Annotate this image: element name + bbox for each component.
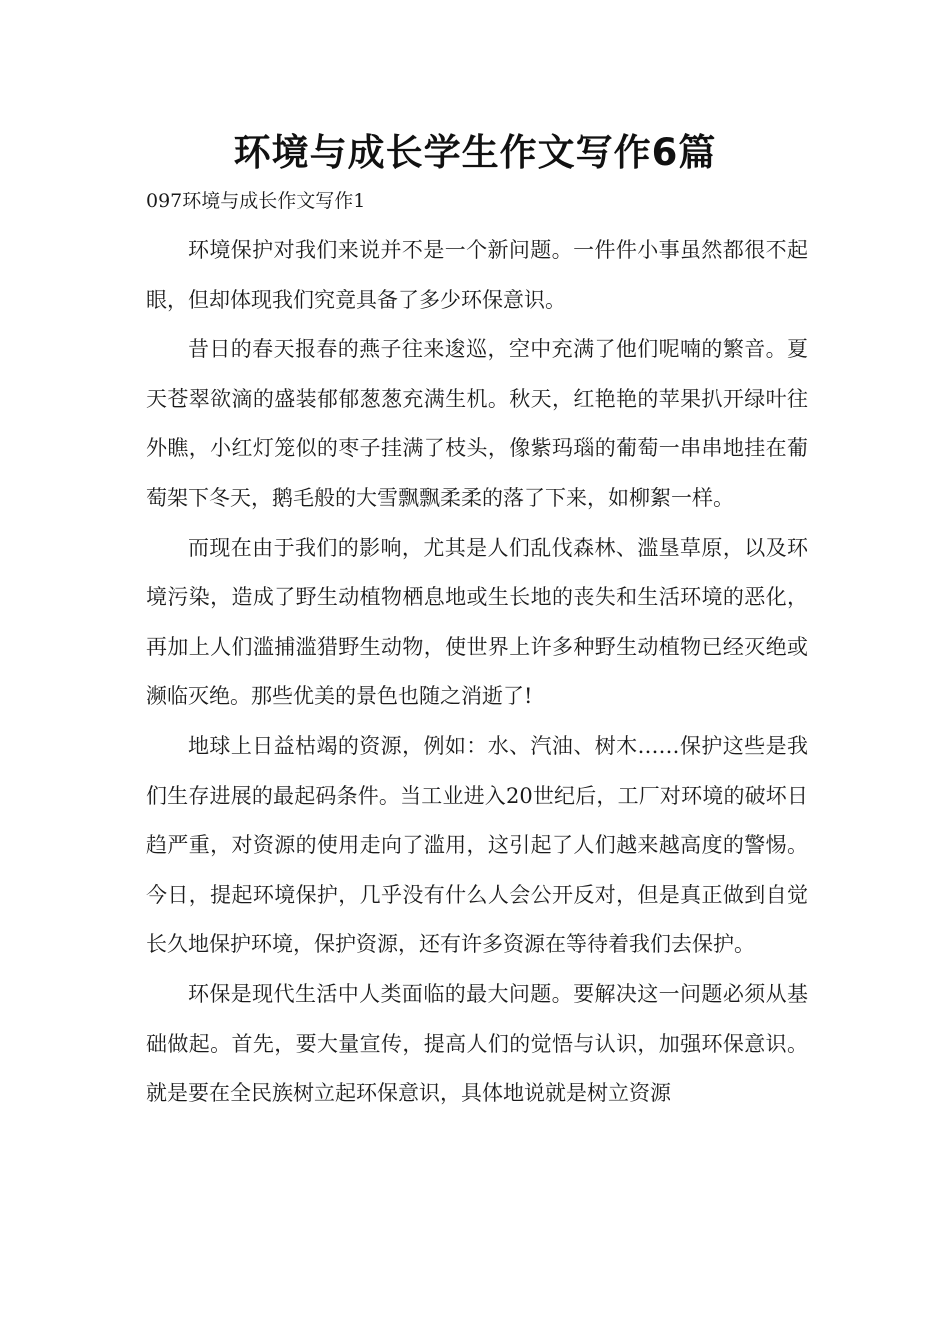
essay-subtitle: 097环境与成长作文写作1 [146, 190, 366, 212]
document-title: 环境与成长学生作文写作6篇 [233, 131, 717, 174]
paragraph-3: 而现在由于我们的影响，尤其是人们乱伐森林、滥垦草原，以及环境污染，造成了野生动植物栖息地或生长地的丧失和生活环境的恶化，再加上人们滥捕滥猎野生动物，使世界上许多种野生动植物已经灭绝或濒临灭绝。那些优美的景色也随之消逝了! [146, 535, 808, 709]
paragraph-5: 环保是现代生活中人类面临的最大问题。要解决这一问题必须从基础做起。首先，要大量宣传，提高人们的觉悟与认识，加强环保意识。就是要在全民族树立起环保意识，具体地说就是树立资源 [146, 981, 808, 1106]
paragraph-4: 地球上日益枯竭的资源，例如：水、汽油、树木……保护这些是我们生存进展的最起码条件。当工业进入20世纪后，工厂对环境的破坏日趋严重，对资源的使用走向了滥用，这引起了人们越来越高度的警惕。今日，提起环境保护，几乎没有什么人会公开反对，但是真正做到自觉长久地保护环境，保护资源，还有许多资源在等待着我们去保护。 [146, 733, 808, 957]
essay-body [146, 226, 808, 1119]
paragraph-1: 环境保护对我们来说并不是一个新问题。一件件小事虽然都很不起眼，但却体现我们究竟具备了多少环保意识。 [146, 238, 808, 312]
paragraph-2: 昔日的春天报春的燕子往来逡巡，空中充满了他们呢喃的繁音。夏天苍翠欲滴的盛装郁郁葱葱充满生机。秋天，红艳艳的苹果扒开绿叶往外瞧，小红灯笼似的枣子挂满了枝头，像紫玛瑙的葡萄一串串地挂在葡萄架下冬天，鹅毛般的大雪飘飘柔柔的落了下来，如柳絮一样。 [146, 337, 808, 510]
